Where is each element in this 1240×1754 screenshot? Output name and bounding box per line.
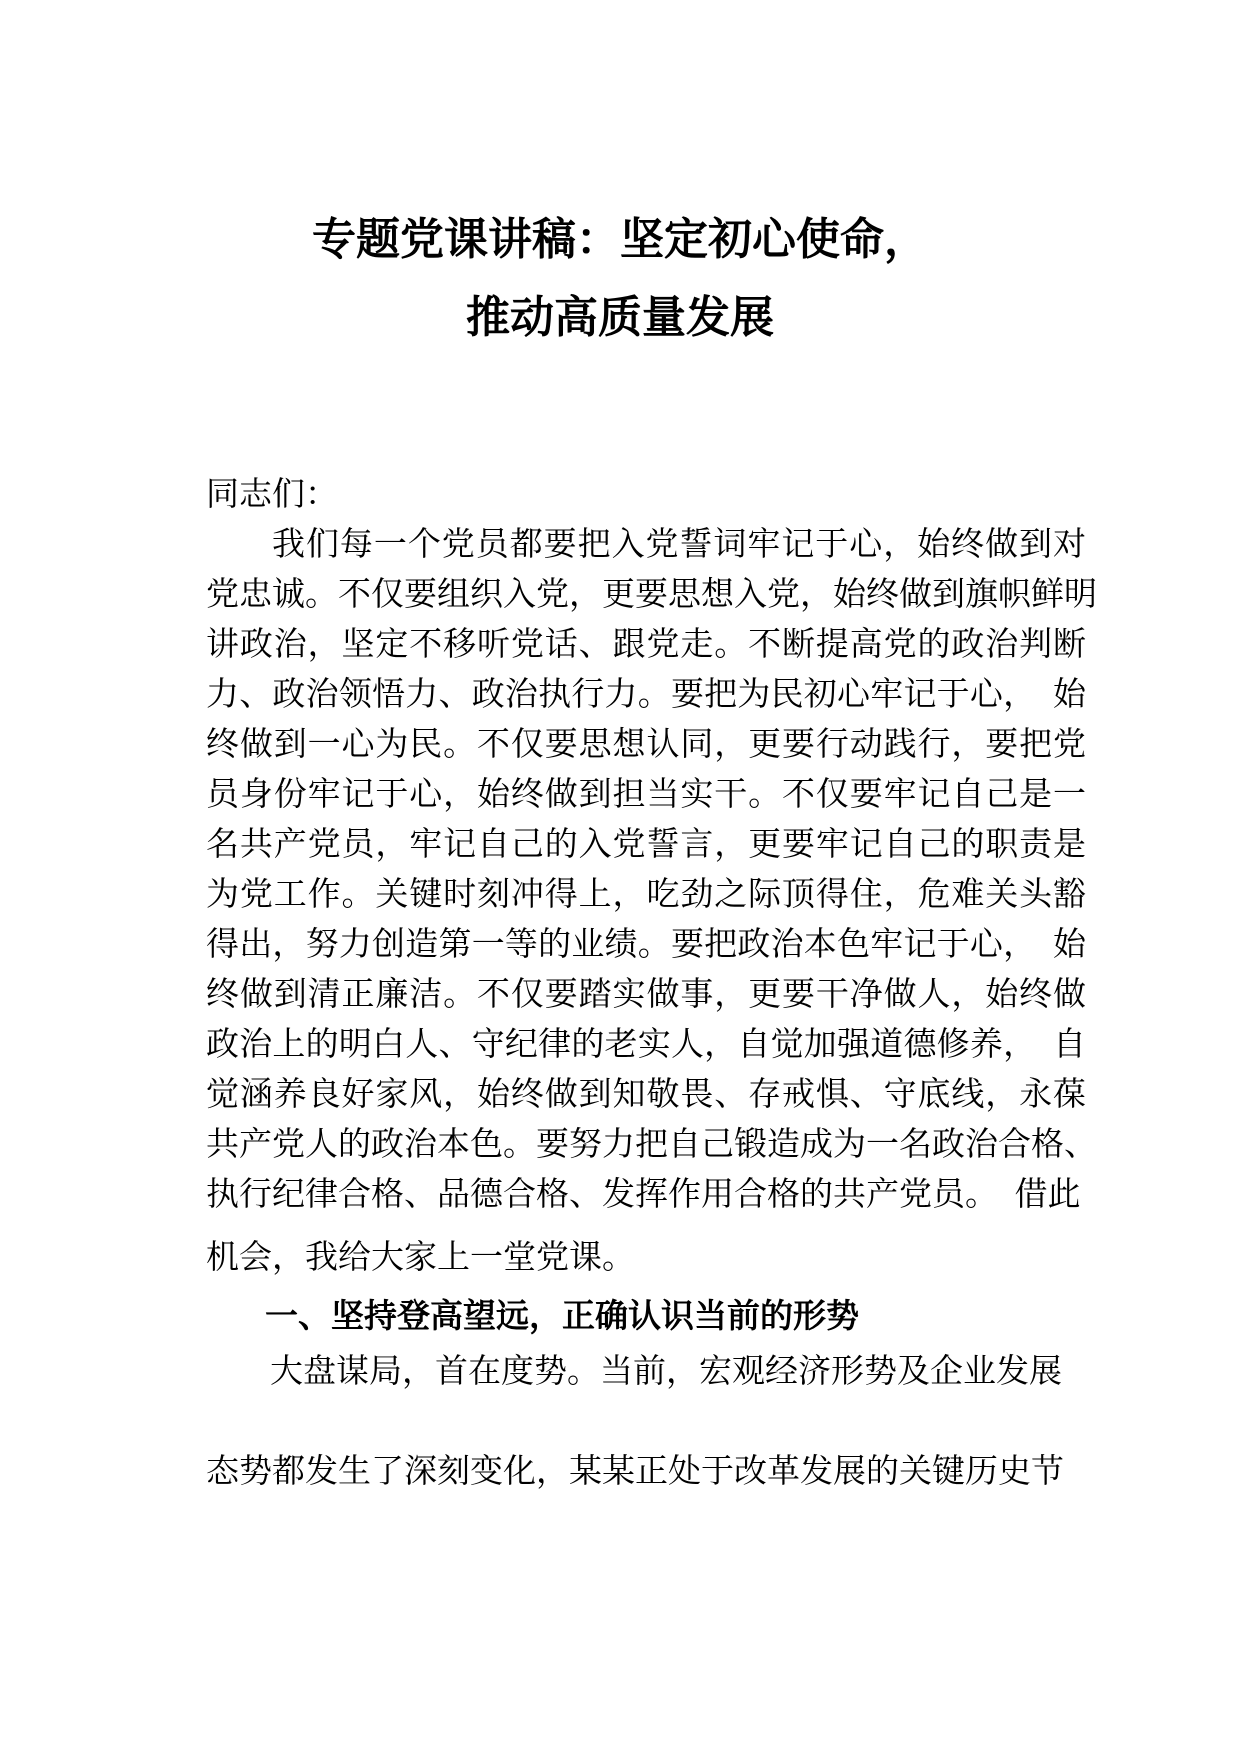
section-heading: 一、坚持登高望远，正确认识当前的形势 — [265, 1296, 859, 1335]
paragraph-line: 讲政治，坚定不移听党话、跟党走。不断提高党的政治判断 — [206, 624, 1086, 663]
paragraph-line: 大盘谋局，首在度势。当前，宏观经济形势及企业发展 — [270, 1351, 1062, 1390]
paragraph-line: 终做到清正廉洁。不仅要踏实做事，更要干净做人，始终做 — [206, 974, 1086, 1013]
paragraph-line: 觉涵养良好家风，始终做到知敬畏、存戒惧、守底线，永葆 — [206, 1074, 1086, 1113]
paragraph-line: 态势都发生了深刻变化，某某正处于改革发展的关键历史节 — [206, 1451, 1064, 1490]
paragraph-line: 员身份牢记于心，始终做到担当实干。不仅要牢记自己是一 — [206, 774, 1086, 813]
paragraph-line: 机会，我给大家上一堂党课。 — [206, 1237, 635, 1276]
salutation: 同志们： — [206, 474, 338, 513]
paragraph-line: 名共产党员，牢记自己的入党誓言，更要牢记自己的职责是 — [206, 824, 1086, 863]
paragraph-line: 得出，努力创造第一等的业绩。要把政治本色牢记于心， 始 — [206, 924, 1086, 963]
paragraph-line: 党忠诚。不仅要组织入党，更要思想入党，始终做到旗帜鲜明 — [206, 574, 1097, 613]
document-title-line-2: 推动高质量发展 — [466, 292, 774, 343]
paragraph-line: 政治上的明白人、守纪律的老实人，自觉加强道德修养， 自 — [206, 1024, 1086, 1063]
document-title-line-1: 专题党课讲稿：坚定初心使命， — [312, 214, 928, 265]
paragraph-line: 我们每一个党员都要把入党誓词牢记于心，始终做到对 — [272, 524, 1086, 563]
paragraph-line: 共产党人的政治本色。要努力把自己锻造成为一名政治合格、 — [206, 1124, 1097, 1163]
paragraph-line: 执行纪律合格、品德合格、发挥作用合格的共产党员。 借此 — [206, 1174, 1081, 1213]
paragraph-line: 力、政治领悟力、政治执行力。要把为民初心牢记于心， 始 — [206, 674, 1086, 713]
paragraph-line: 终做到一心为民。不仅要思想认同，更要行动践行，要把党 — [206, 724, 1086, 763]
paragraph-line: 为党工作。关键时刻冲得上，吃劲之际顶得住，危难关头豁 — [206, 874, 1086, 913]
